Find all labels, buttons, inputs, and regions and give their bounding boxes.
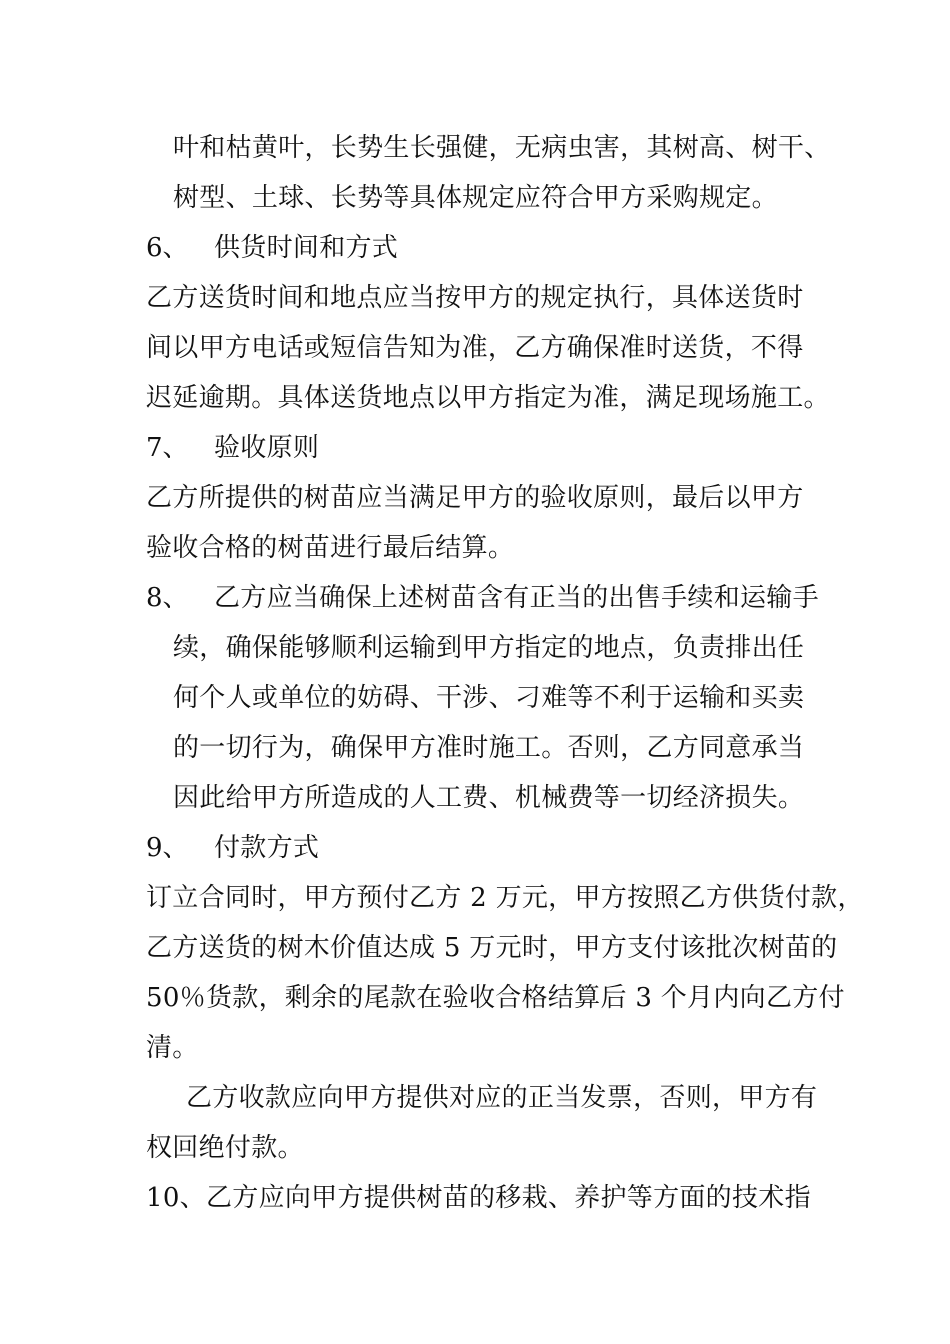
text-line: 订立合同时，甲方预付乙方 2 万元，甲方按照乙方供货付款，	[146, 883, 864, 913]
section-number: 8、	[146, 583, 189, 613]
text-line: 乙方收款应向甲方提供对应的正当发票，否则，甲方有	[186, 1083, 818, 1113]
text-line: 乙方所提供的树苗应当满足甲方的验收原则，最后以甲方	[146, 483, 804, 513]
section-number: 9、	[146, 833, 189, 863]
text-line: 乙方应当确保上述树苗含有正当的出售手续和运输手	[214, 583, 819, 613]
text-line: 乙方送货的树木价值达成 5 万元时，甲方支付该批次树苗的	[146, 933, 838, 963]
text-line: 何个人或单位的妨碍、干涉、刁难等不利于运输和买卖	[173, 683, 805, 713]
text-line: 迟延逾期。具体送货地点以甲方指定为准，满足现场施工。	[146, 383, 830, 413]
section-number: 7、	[146, 433, 189, 463]
text-line: 间以甲方电话或短信告知为准，乙方确保准时送货，不得	[146, 333, 804, 363]
text-line: 清。	[146, 1033, 199, 1063]
text-line: 乙方送货时间和地点应当按甲方的规定执行，具体送货时	[146, 283, 804, 313]
section-number: 6、	[146, 233, 189, 263]
text-line: 验收合格的树苗进行最后结算。	[146, 533, 515, 563]
text-line: 因此给甲方所造成的人工费、机械费等一切经济损失。	[173, 783, 805, 813]
text-line: 的一切行为，确保甲方准时施工。否则，乙方同意承当	[173, 733, 805, 763]
text-line: 50％货款，剩余的尾款在验收合格结算后 3 个月内向乙方付	[146, 983, 845, 1013]
section-heading: 验收原则	[214, 433, 320, 463]
section-heading: 付款方式	[214, 833, 320, 863]
text-line: 树型、土球、长势等具体规定应符合甲方采购规定。	[173, 183, 778, 213]
text-line: 叶和枯黄叶，长势生长强健，无病虫害，其树高、树干、	[173, 133, 831, 163]
section-heading: 供货时间和方式	[214, 233, 399, 263]
text-line: 权回绝付款。	[146, 1133, 304, 1163]
text-line: 10、乙方应向甲方提供树苗的移栽、养护等方面的技术指	[146, 1183, 811, 1213]
text-line: 续，确保能够顺利运输到甲方指定的地点，负责排出任	[173, 633, 805, 663]
